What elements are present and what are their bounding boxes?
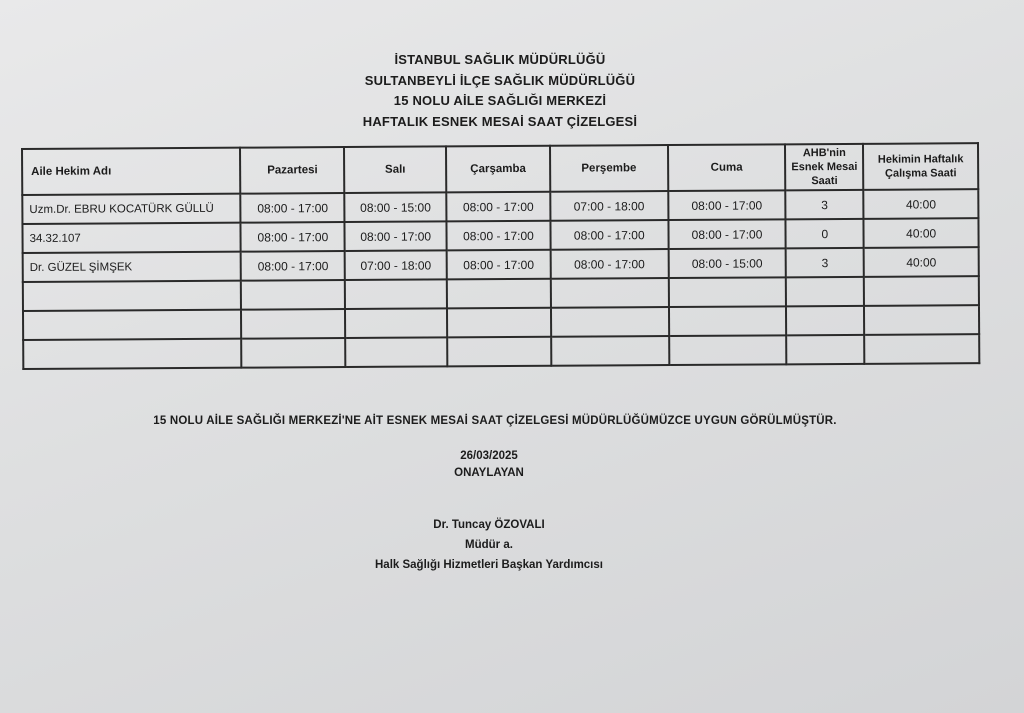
empty-cell [551,336,669,366]
schedule-table [21,142,980,370]
cell-weekly-hours: 40:00 [864,247,979,277]
signatory-role: Müdür a. [465,539,513,551]
empty-cell [23,281,242,311]
signatory-name: Dr. Tuncay ÖZOVALI [433,519,545,531]
empty-cell [345,308,447,338]
empty-cell [786,306,864,335]
col-header-flex-hours: AHB'nin Esnek Mesai Saati [785,144,863,190]
approver-label: ONAYLAYAN [454,467,524,479]
col-header-thursday: Perşembe [550,145,668,192]
approval-date: 26/03/2025 [460,450,518,462]
cell-friday: 08:00 - 15:00 [668,248,786,278]
cell-thursday: 08:00 - 17:00 [550,249,668,279]
empty-cell [345,279,447,309]
cell-flex-hours: 0 [786,219,864,248]
col-header-tuesday: Salı [344,146,446,193]
empty-cell [669,306,787,336]
header-line-4: HAFTALIK ESNEK MESAİ SAAT ÇİZELGESİ [362,113,638,129]
empty-cell [241,280,345,310]
col-header-doctor: Aile Hekim Adı [22,148,241,195]
empty-cell [786,277,864,306]
cell-tuesday: 07:00 - 18:00 [345,250,447,280]
cell-monday: 08:00 - 17:00 [241,251,345,281]
empty-cell [23,339,242,369]
cell-thursday: 07:00 - 18:00 [550,191,668,221]
cell-doctor: Uzm.Dr. EBRU KOCATÜRK GÜLLÜ [22,194,241,224]
cell-friday: 08:00 - 17:00 [668,190,786,220]
table-row-empty [23,334,979,369]
cell-flex-hours: 3 [786,190,864,219]
cell-thursday: 08:00 - 17:00 [550,220,668,250]
col-header-friday: Cuma [668,144,786,191]
empty-cell [786,335,864,364]
document-header [0,50,1000,132]
approval-statement: 15 NOLU AİLE SAĞLIĞI MERKEZİ'NE AİT ESNEK MESAİ SAAT ÇİZELGESİ MÜDÜRLÜĞÜMÜZCE UYGUN GÖRÜLMÜŞTÜR. [153,415,837,427]
empty-cell [447,279,551,309]
empty-cell [864,276,979,306]
signatory-title: Halk Sağlığı Hizmetleri Başkan Yardımcısı [375,559,603,571]
empty-cell [447,337,551,367]
header-line-3: 15 NOLU AİLE SAĞLIĞI MERKEZİ [393,93,607,108]
cell-wednesday: 08:00 - 17:00 [446,192,550,222]
empty-cell [864,305,979,335]
cell-wednesday: 08:00 - 17:00 [446,221,550,251]
cell-friday: 08:00 - 17:00 [668,219,786,249]
cell-monday: 08:00 - 17:00 [241,222,345,252]
cell-weekly-hours: 40:00 [864,218,979,248]
cell-tuesday: 08:00 - 17:00 [345,221,447,251]
table-header-row [22,143,978,195]
cell-monday: 08:00 - 17:00 [241,193,345,223]
empty-cell [23,310,242,340]
empty-cell [669,335,787,365]
empty-cell [551,278,669,308]
empty-cell [241,309,345,339]
col-header-wednesday: Çarşamba [446,146,550,193]
cell-tuesday: 08:00 - 15:00 [345,192,447,222]
cell-weekly-hours: 40:00 [863,189,978,219]
col-header-monday: Pazartesi [240,147,344,194]
empty-cell [242,338,346,368]
empty-cell [551,307,669,337]
empty-cell [668,277,786,307]
cell-doctor: 34.32.107 [22,223,241,253]
cell-flex-hours: 3 [786,248,864,277]
empty-cell [447,308,551,338]
cell-doctor: Dr. GÜZEL ŞİMŞEK [23,252,242,282]
cell-wednesday: 08:00 - 17:00 [447,250,551,280]
header-line-1: İSTANBUL SAĞLIK MÜDÜRLÜĞÜ [394,52,606,67]
col-header-weekly-hours: Hekimin Haftalık Çalışma Saati [863,143,978,190]
empty-cell [864,334,979,364]
empty-cell [345,337,447,367]
header-line-2: SULTANBEYLİ İLÇE SAĞLIK MÜDÜRLÜĞÜ [364,72,636,88]
